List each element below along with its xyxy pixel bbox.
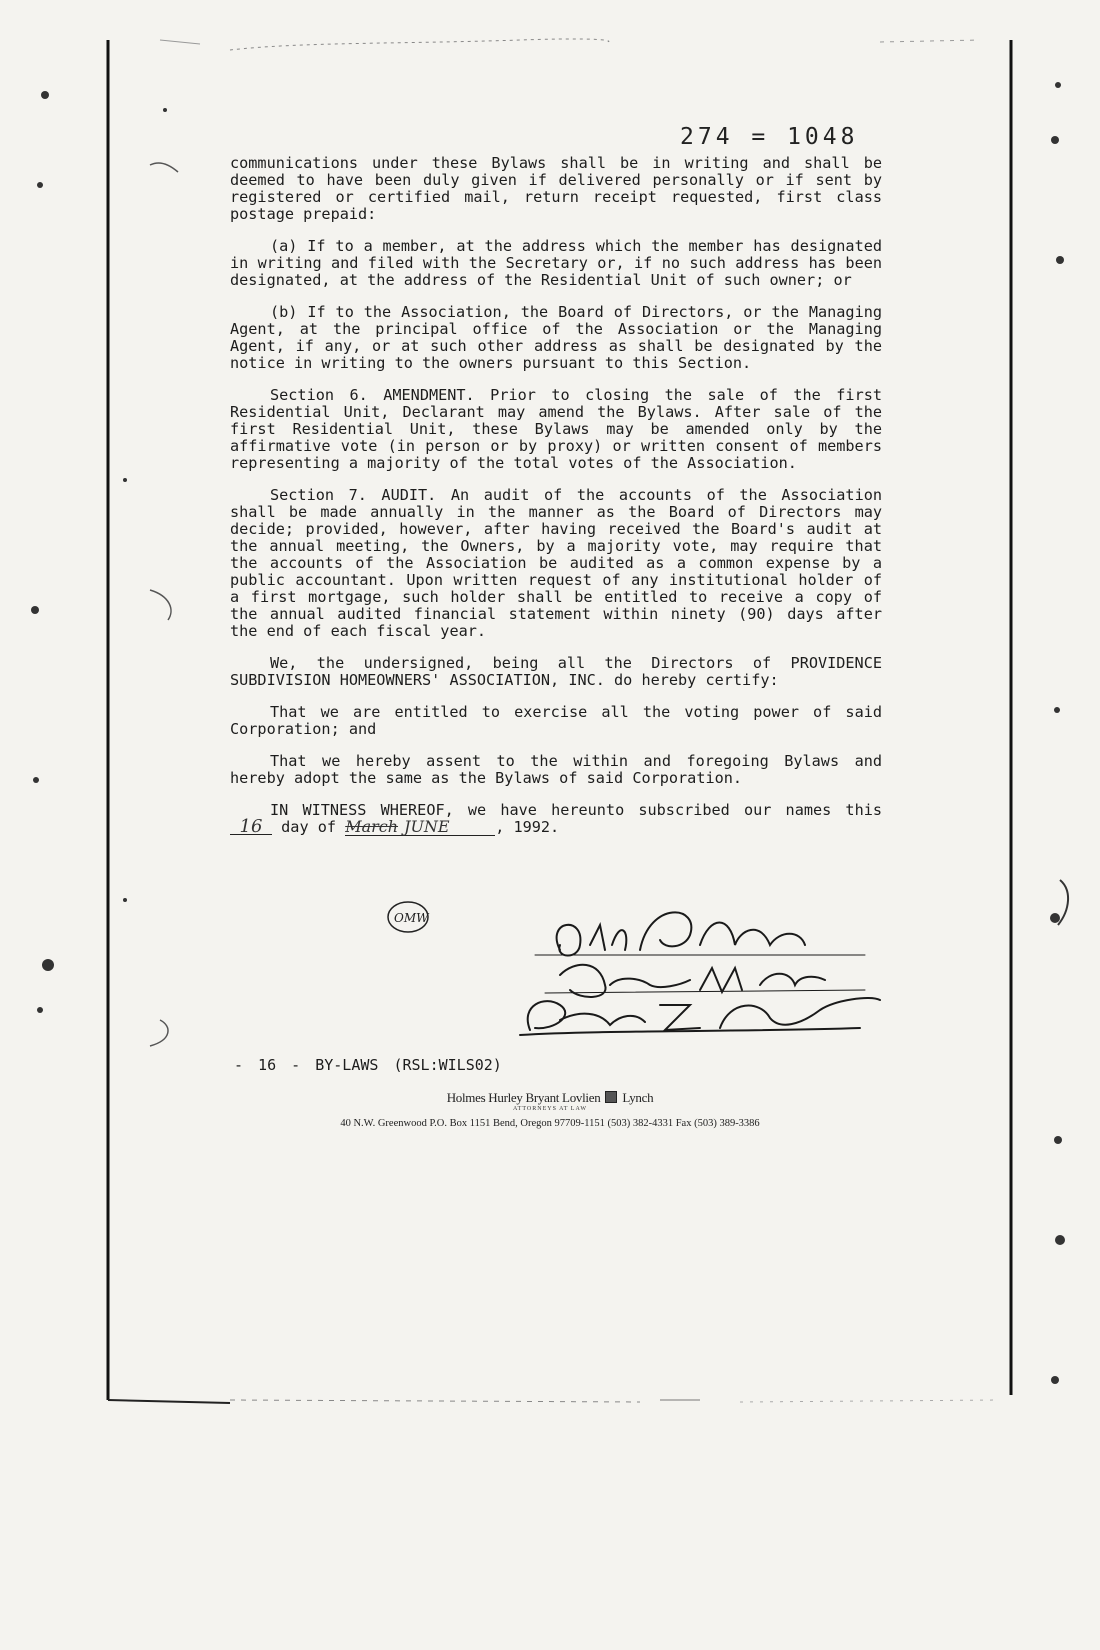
recording-number: 274 = 1048 bbox=[680, 124, 859, 150]
struck-month: March bbox=[345, 817, 399, 836]
year-text: , 1992. bbox=[495, 818, 560, 836]
firm-attorneys-label: ATTORNEYS AT LAW bbox=[513, 1106, 587, 1112]
assent-statement: That we hereby assent to the within and foregoing Bylaws and hereby adopt the same as the Bylaws of said Corporation. bbox=[230, 752, 882, 787]
paragraph-b: (b) If to the Association, the Board of Directors, or the Managing Agent, at the principal office of the Association or the Managing Agent, if any, or at such other address as shall be designated by the notice in writing to the owners pursuant to this Section. bbox=[230, 303, 882, 372]
day-field: 16 bbox=[230, 819, 272, 835]
firm-name-part-1: Holmes Hurley Bryant Lovlien bbox=[446, 1090, 601, 1105]
page-footer: - 16 - BY-LAWS (RSL:WILS02) bbox=[234, 1056, 502, 1074]
law-firm-name bbox=[0, 1090, 1100, 1106]
firm-logo-icon bbox=[605, 1091, 617, 1103]
firm-name-part-2: Lynch bbox=[622, 1090, 654, 1105]
voting-power-statement: That we are entitled to exercise all the voting power of said Corporation; and bbox=[230, 703, 882, 738]
initials-stamp bbox=[388, 902, 430, 932]
day-of-label: day of bbox=[281, 818, 337, 836]
certification-intro: We, the undersigned, being all the Directors of PROVIDENCE SUBDIVISION HOMEOWNERS' ASSOCIATION, INC. do hereby certify: bbox=[230, 654, 882, 689]
section-7-audit: Section 7. AUDIT. An audit of the accounts of the Association shall be made annually in the manner as the Board of Directors may decide; provided, however, after having received the Board's audit at the annual meeting, the Owners, by a majority vote, may require that the accounts of the Association be audited as a common expense by a public accountant. Upon written request of any institutional holder of a first mortgage, such holder shall be entitled to receive a copy of the annual audited financial statement within ninety (90) days after the end of each fiscal year. bbox=[230, 486, 882, 640]
law-firm-address: 40 N.W. Greenwood P.O. Box 1151 Bend, Oregon 97709-1151 (503) 382-4331 Fax (503) 389-3386 bbox=[340, 1118, 760, 1129]
corrected-month: JUNE bbox=[404, 817, 450, 836]
paragraph-notice: communications under these Bylaws shall be in writing and shall be deemed to have been duly given if delivered personally or if sent by registered or certified mail, return receipt requested, first class postage prepaid: bbox=[230, 154, 882, 223]
svg-text:OMW: OMW bbox=[394, 911, 429, 925]
witness-intro: IN WITNESS WHEREOF, we have hereunto subscribed our names this bbox=[270, 801, 882, 819]
section-6-amendment: Section 6. AMENDMENT. Prior to closing the sale of the first Residential Unit, Declarant may amend the Bylaws. After sale of the first Residential Unit, these Bylaws may be amended only by the affirmative vote (in person or by proxy) or written consent of members representing a majority of the total votes of the Association. bbox=[230, 386, 882, 472]
paragraph-a: (a) If to a member, at the address which the member has designated in writing and filed with the Secretary or, if no such address has been designated, at the address of the Residential Unit of such owner; or bbox=[230, 237, 882, 289]
